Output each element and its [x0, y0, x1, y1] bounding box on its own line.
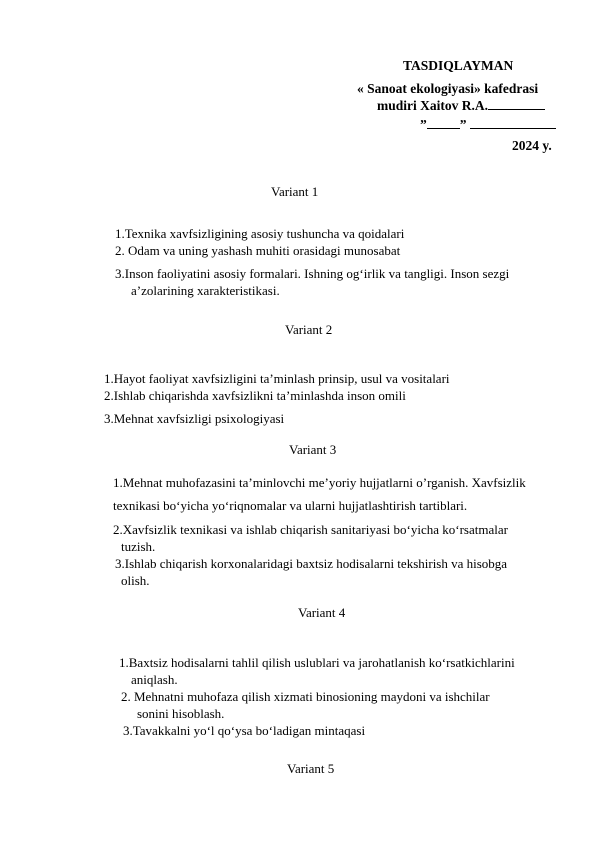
question-line: sonini hisoblash.	[137, 706, 225, 721]
approval-department-line: « Sanoat ekologiyasi» kafedrasi	[357, 81, 539, 96]
month-blank	[470, 117, 556, 129]
approval-title: TASDIQLAYMAN	[403, 58, 514, 73]
variant-title: Variant 4	[298, 605, 346, 620]
variant-title: Variant 1	[271, 184, 319, 199]
question-line: 3.Mehnat xavfsizligi psixologiyasi	[104, 411, 285, 426]
variant-title: Variant 5	[287, 761, 335, 776]
question-line: aniqlash.	[131, 672, 178, 687]
approval-date-line	[420, 117, 556, 133]
day-blank	[427, 117, 460, 129]
date-quote-close: ”	[459, 117, 467, 132]
question-line: texnikasi bo‘yicha yo‘riqnomalar va ularni hujjatlashtirish tartiblari.	[113, 498, 468, 513]
question-line: 1.Hayot faoliyat xavfsizligini ta’minlash prinsip, usul va vositalari	[104, 371, 450, 386]
question-line: 2.Xavfsizlik texnikasi va ishlab chiqarish sanitariyasi bo‘yicha ko‘rsatmalar	[113, 522, 508, 537]
approval-year: 2024 y.	[512, 138, 552, 153]
question-line: olish.	[121, 573, 150, 588]
approval-head-name: mudiri Xaitov R.A.	[377, 98, 488, 113]
question-line: 2.Ishlab chiqarishda xavfsizlikni ta’minlashda inson omili	[104, 388, 406, 403]
question-line: 3.Ishlab chiqarish korxonalaridagi baxtsiz hodisalarni tekshirish va hisobga	[115, 556, 508, 571]
signature-blank	[488, 98, 545, 110]
question-line: tuzish.	[121, 539, 156, 554]
variant-title: Variant 2	[285, 322, 333, 337]
approval-head-line	[377, 98, 545, 114]
question-line: 2. Odam va uning yashash muhiti orasidagi munosabat	[115, 243, 401, 258]
variant-title: Variant 3	[289, 442, 337, 457]
question-line: 1.Texnika xavfsizligining asosiy tushuncha va qoidalari	[115, 226, 405, 241]
question-line: 3.Inson faoliyatini asosiy formalari. Ishning og‘irlik va tangligi. Inson sezgi	[115, 266, 510, 281]
question-line: 2. Mehnatni muhofaza qilish xizmati binosioning maydoni va ishchilar	[121, 689, 490, 704]
question-line: a’zolarining xarakteristikasi.	[131, 283, 280, 298]
question-line: 1.Mehnat muhofazasini ta’minlovchi me’yoriy hujjatlarni o’rganish. Xavfsizlik	[113, 475, 526, 490]
question-line: 1.Baxtsiz hodisalarni tahlil qilish uslublari va jarohatlanish ko‘rsatkichlarini	[119, 655, 515, 670]
question-line: 3.Tavakkalni yo‘l qo‘ysa bo‘ladigan mintaqasi	[123, 723, 366, 738]
date-quote-open: ”	[420, 117, 427, 132]
